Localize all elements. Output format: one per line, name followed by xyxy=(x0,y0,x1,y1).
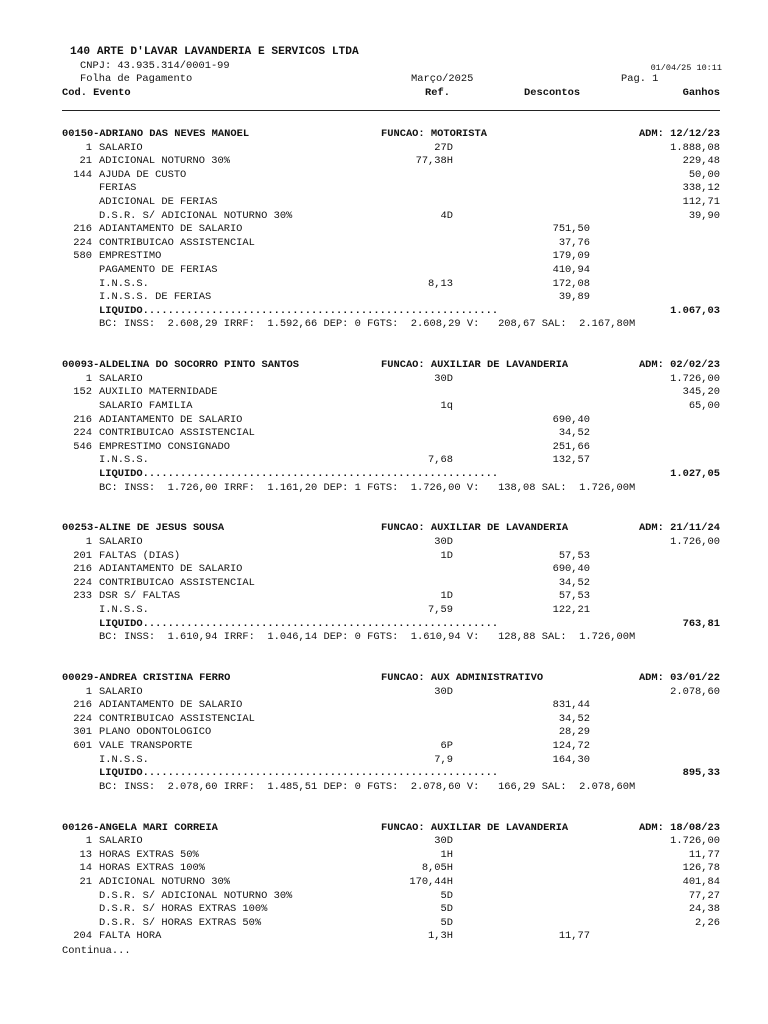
employee-admission: ADM: 18/08/23 xyxy=(638,821,720,834)
event-code: 224 xyxy=(73,427,92,440)
event-description: SALARIO xyxy=(99,685,143,698)
event-reference: 1D xyxy=(440,549,453,562)
net-pay-value: 763,81 xyxy=(682,617,720,630)
event-discount: 28,29 xyxy=(558,726,590,739)
event-code: 1 xyxy=(85,536,92,548)
employee-function: FUNCAO: AUXILIAR DE LAVANDERIA xyxy=(381,359,569,372)
event-description: I.N.S.S. xyxy=(99,454,149,467)
event-discount: 34,52 xyxy=(558,576,590,589)
event-discount: 57,53 xyxy=(558,549,590,562)
event-reference: 5D xyxy=(440,889,453,902)
report-name: Folha de Pagamento xyxy=(80,73,193,85)
event-description: AJUDA DE CUSTO xyxy=(99,168,187,181)
net-pay-label: LIQUIDO......................................................... xyxy=(99,468,499,480)
event-reference: 77,38H xyxy=(415,155,453,168)
employee-admission: ADM: 02/02/23 xyxy=(638,359,720,372)
employee-name: 00126-ANGELA MARI CORREIA xyxy=(62,821,218,834)
event-description: SALARIO FAMILIA xyxy=(99,400,193,412)
event-discount: 251,66 xyxy=(552,440,590,453)
event-description: ADIANTAMENTO DE SALARIO xyxy=(99,413,243,426)
net-pay-value: 1.067,03 xyxy=(670,304,720,317)
event-description: ADIANTAMENTO DE SALARIO xyxy=(99,699,243,712)
employee-admission: ADM: 12/12/23 xyxy=(638,128,720,140)
employee-function: FUNCAO: AUXILIAR DE LAVANDERIA xyxy=(381,522,569,535)
event-code: 201 xyxy=(73,549,92,562)
header-separator xyxy=(62,110,720,111)
column-header-descontos: Descontos xyxy=(524,87,581,99)
event-discount: 831,44 xyxy=(552,699,590,712)
event-reference: 1D xyxy=(440,590,453,603)
event-description: PLANO ODONTOLOGICO xyxy=(99,726,212,739)
employee-function: FUNCAO: AUX ADMINISTRATIVO xyxy=(381,672,544,684)
event-earning: 1.726,00 xyxy=(670,372,720,385)
event-earning: 112,71 xyxy=(682,196,720,208)
event-earning: 1.888,08 xyxy=(670,141,720,154)
event-discount: 132,57 xyxy=(552,454,590,467)
event-code: 1 xyxy=(85,141,92,154)
page-number: Pag. 1 xyxy=(621,73,659,85)
employee-name: 00253-ALINE DE JESUS SOUSA xyxy=(62,522,225,535)
calculation-bases: BC: INSS: 2.608,29 IRRF: 1.592,66 DEP: 0 FGTS: 2.608,29 V: 208,67 SAL: 2.167,80M xyxy=(99,318,636,331)
event-description: SALARIO xyxy=(99,536,143,548)
event-description: HORAS EXTRAS 50% xyxy=(99,848,199,861)
event-earning: 401,84 xyxy=(682,876,720,888)
event-description: VALE TRANSPORTE xyxy=(99,740,193,752)
event-description: EMPRESTIMO CONSIGNADO xyxy=(99,440,230,453)
event-code: 601 xyxy=(73,740,92,752)
event-description: PAGAMENTO DE FERIAS xyxy=(99,264,218,276)
calculation-bases: BC: INSS: 2.078,60 IRRF: 1.485,51 DEP: 0 FGTS: 2.078,60 V: 166,29 SAL: 2.078,60M xyxy=(99,780,636,793)
event-discount: 179,09 xyxy=(552,250,590,263)
event-code: 1 xyxy=(85,685,92,698)
event-discount: 39,89 xyxy=(558,291,590,304)
event-description: ADICIONAL DE FERIAS xyxy=(99,196,218,208)
calculation-bases: BC: INSS: 1.726,00 IRRF: 1.161,20 DEP: 1 FGTS: 1.726,00 V: 138,08 SAL: 1.726,00M xyxy=(99,481,636,494)
event-description: ADIANTAMENTO DE SALARIO xyxy=(99,563,243,576)
employee-admission: ADM: 21/11/24 xyxy=(638,522,720,535)
event-code: 13 xyxy=(79,848,92,861)
event-discount: 34,52 xyxy=(558,712,590,725)
event-description: CONTRIBUICAO ASSISTENCIAL xyxy=(99,427,255,440)
event-description: D.S.R. S/ ADICIONAL NOTURNO 30% xyxy=(99,889,293,902)
employee-name: 00029-ANDREA CRISTINA FERRO xyxy=(62,672,231,684)
event-description: CONTRIBUICAO ASSISTENCIAL xyxy=(99,576,255,589)
event-reference: 1,3H xyxy=(428,930,453,943)
event-description: SALARIO xyxy=(99,835,143,848)
employee-function: FUNCAO: MOTORISTA xyxy=(381,128,488,140)
event-discount: 34,52 xyxy=(558,427,590,440)
event-earning: 50,00 xyxy=(688,168,720,181)
event-reference: 8,13 xyxy=(428,277,453,290)
event-reference: 6P xyxy=(440,740,453,752)
event-code: 144 xyxy=(73,168,92,181)
event-code: 14 xyxy=(79,862,92,875)
net-pay-value: 895,33 xyxy=(682,767,720,780)
event-code: 216 xyxy=(73,413,92,426)
event-description: ADICIONAL NOTURNO 30% xyxy=(99,155,230,168)
event-code: 580 xyxy=(73,250,92,263)
event-earning: 65,00 xyxy=(688,400,720,412)
company-cnpj: CNPJ: 43.935.314/0001-99 xyxy=(80,60,230,72)
event-description: I.N.S.S. xyxy=(99,604,149,616)
event-discount: 122,21 xyxy=(552,604,590,616)
net-pay-value: 1.027,05 xyxy=(670,468,720,480)
event-description: DSR S/ FALTAS xyxy=(99,590,181,603)
event-description: I.N.S.S. xyxy=(99,753,149,766)
event-code: 152 xyxy=(73,386,92,399)
event-discount: 751,50 xyxy=(552,223,590,236)
event-description: I.N.S.S. DE FERIAS xyxy=(99,291,212,304)
report-period: Março/2025 xyxy=(411,73,474,85)
event-discount: 690,40 xyxy=(552,563,590,576)
event-description: ADICIONAL NOTURNO 30% xyxy=(99,876,230,888)
event-earning: 11,77 xyxy=(688,848,720,861)
event-code: 204 xyxy=(73,930,92,943)
event-earning: 1.726,00 xyxy=(670,835,720,848)
event-description: EMPRESTIMO xyxy=(99,250,162,263)
column-header-ganhos: Ganhos xyxy=(682,87,720,99)
event-code: 216 xyxy=(73,699,92,712)
employee-name: 00093-ALDELINA DO SOCORRO PINTO SANTOS xyxy=(62,359,299,372)
event-reference: 170,44H xyxy=(409,876,453,888)
event-discount: 164,30 xyxy=(552,753,590,766)
event-earning: 338,12 xyxy=(682,182,720,195)
event-earning: 1.726,00 xyxy=(670,536,720,548)
event-description: FALTA HORA xyxy=(99,930,162,943)
event-description: D.S.R. S/ HORAS EXTRAS 100% xyxy=(99,903,268,916)
employee-function: FUNCAO: AUXILIAR DE LAVANDERIA xyxy=(381,821,569,834)
event-description: FALTAS (DIAS) xyxy=(99,549,181,562)
event-description: FERIAS xyxy=(99,182,137,195)
event-code: 233 xyxy=(73,590,92,603)
event-description: SALARIO xyxy=(99,372,143,385)
event-description: AUXILIO MATERNIDADE xyxy=(99,386,218,399)
column-header-ref: Ref. xyxy=(425,87,450,99)
net-pay-label: LIQUIDO......................................................... xyxy=(99,304,499,317)
event-reference: 7,68 xyxy=(428,454,453,467)
event-code: 224 xyxy=(73,712,92,725)
event-code: 301 xyxy=(73,726,92,739)
employee-admission: ADM: 03/01/22 xyxy=(638,672,720,684)
event-discount: 11,77 xyxy=(558,930,590,943)
event-earning: 2.078,60 xyxy=(670,685,720,698)
event-reference: 30D xyxy=(434,685,453,698)
net-pay-label: LIQUIDO......................................................... xyxy=(99,617,499,630)
event-earning: 39,90 xyxy=(688,209,720,222)
event-earning: 77,27 xyxy=(688,889,720,902)
event-discount: 37,76 xyxy=(558,236,590,249)
event-discount: 172,08 xyxy=(552,277,590,290)
employee-name: 00150-ADRIANO DAS NEVES MANOEL xyxy=(62,128,250,140)
event-reference: 27D xyxy=(434,141,453,154)
column-header-cod-evento: Cod. Evento xyxy=(62,87,131,99)
event-description: ADIANTAMENTO DE SALARIO xyxy=(99,223,243,236)
event-code: 21 xyxy=(79,876,92,888)
event-reference: 1H xyxy=(440,848,453,861)
continuation-note: Continua... xyxy=(62,944,131,957)
event-earning: 2,26 xyxy=(695,916,720,929)
event-description: I.N.S.S. xyxy=(99,277,149,290)
event-discount: 410,94 xyxy=(552,264,590,276)
event-code: 1 xyxy=(85,372,92,385)
event-code: 224 xyxy=(73,576,92,589)
calculation-bases: BC: INSS: 1.610,94 IRRF: 1.046,14 DEP: 0 FGTS: 1.610,94 V: 128,88 SAL: 1.726,00M xyxy=(99,631,636,644)
event-code: 1 xyxy=(85,835,92,848)
event-description: CONTRIBUICAO ASSISTENCIAL xyxy=(99,236,255,249)
event-reference: 30D xyxy=(434,835,453,848)
event-reference: 4D xyxy=(440,209,453,222)
event-code: 21 xyxy=(79,155,92,168)
event-reference: 7,9 xyxy=(434,753,453,766)
event-reference: 5D xyxy=(440,916,453,929)
event-discount: 690,40 xyxy=(552,413,590,426)
company-name: 140 ARTE D'LAVAR LAVANDERIA E SERVICOS LTDA xyxy=(70,46,359,58)
event-description: D.S.R. S/ HORAS EXTRAS 50% xyxy=(99,916,262,929)
event-discount: 57,53 xyxy=(558,590,590,603)
event-earning: 229,48 xyxy=(682,155,720,168)
print-timestamp: 01/04/25 10:11 xyxy=(650,63,722,73)
event-code: 216 xyxy=(73,223,92,236)
event-description: D.S.R. S/ ADICIONAL NOTURNO 30% xyxy=(99,209,293,222)
event-description: HORAS EXTRAS 100% xyxy=(99,862,206,875)
event-earning: 24,38 xyxy=(688,903,720,916)
event-reference: 30D xyxy=(434,536,453,548)
event-reference: 30D xyxy=(434,372,453,385)
event-code: 224 xyxy=(73,236,92,249)
event-description: CONTRIBUICAO ASSISTENCIAL xyxy=(99,712,255,725)
event-code: 216 xyxy=(73,563,92,576)
event-reference: 7,59 xyxy=(428,604,453,616)
event-discount: 124,72 xyxy=(552,740,590,752)
event-description: SALARIO xyxy=(99,141,143,154)
event-code: 546 xyxy=(73,440,92,453)
event-reference: 1q xyxy=(440,400,453,412)
event-earning: 126,78 xyxy=(682,862,720,875)
net-pay-label: LIQUIDO......................................................... xyxy=(99,767,499,780)
event-reference: 5D xyxy=(440,903,453,916)
event-earning: 345,20 xyxy=(682,386,720,399)
event-reference: 8,05H xyxy=(421,862,453,875)
